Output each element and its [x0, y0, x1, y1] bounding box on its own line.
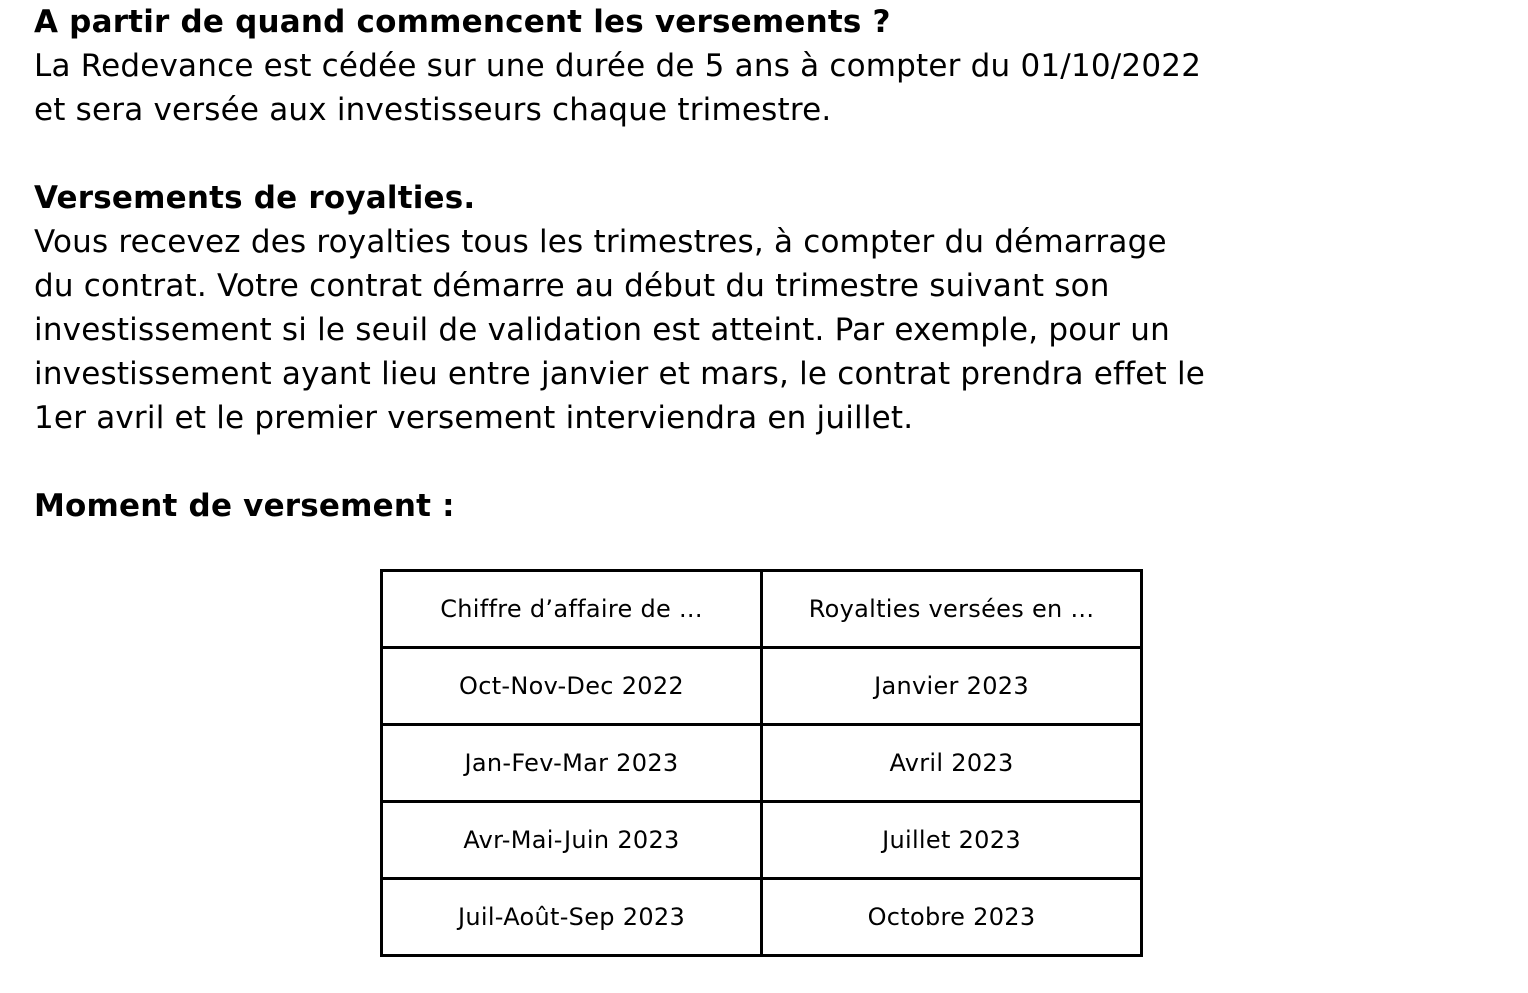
- payment-schedule-table: [380, 569, 1143, 957]
- document-body: [34, 0, 1504, 528]
- spacer: [34, 440, 1504, 484]
- section-heading-start-payments: A partir de quand commencent les versements ?: [34, 4, 891, 40]
- table-cell: Jan-Fev-Mar 2023: [382, 725, 762, 802]
- table-header-row: [382, 571, 1142, 648]
- table-cell: Octobre 2023: [762, 879, 1142, 956]
- table-cell: Oct-Nov-Dec 2022: [382, 648, 762, 725]
- section-heading-payment-timing: Moment de versement :: [34, 488, 455, 524]
- table-cell: Juillet 2023: [762, 802, 1142, 879]
- section-heading-royalty-payments: Versements de royalties.: [34, 180, 476, 216]
- table-header-cell: Royalties versées en ...: [762, 571, 1142, 648]
- paragraph-line: investissement ayant lieu entre janvier et mars, le contrat prendra effet le: [34, 356, 1206, 392]
- paragraph-line: Vous recevez des royalties tous les trimestres, à compter du démarrage: [34, 224, 1167, 260]
- table-cell: Avr-Mai-Juin 2023: [382, 802, 762, 879]
- paragraph-line: et sera versée aux investisseurs chaque trimestre.: [34, 92, 832, 128]
- paragraph-line: investissement si le seuil de validation est atteint. Par exemple, pour un: [34, 312, 1170, 348]
- table-row: [382, 648, 1142, 725]
- spacer: [34, 132, 1504, 176]
- table-cell: Juil-Août-Sep 2023: [382, 879, 762, 956]
- table-header-cell: Chiffre d’affaire de ...: [382, 571, 762, 648]
- payment-schedule-table-wrapper: [380, 569, 1143, 957]
- table-row: [382, 879, 1142, 956]
- table-cell: Avril 2023: [762, 725, 1142, 802]
- table-row: [382, 802, 1142, 879]
- table-cell: Janvier 2023: [762, 648, 1142, 725]
- table-row: [382, 725, 1142, 802]
- paragraph-line: La Redevance est cédée sur une durée de 5 ans à compter du 01/10/2022: [34, 48, 1202, 84]
- paragraph-line: 1er avril et le premier versement interviendra en juillet.: [34, 400, 914, 436]
- paragraph-line: du contrat. Votre contrat démarre au début du trimestre suivant son: [34, 268, 1110, 304]
